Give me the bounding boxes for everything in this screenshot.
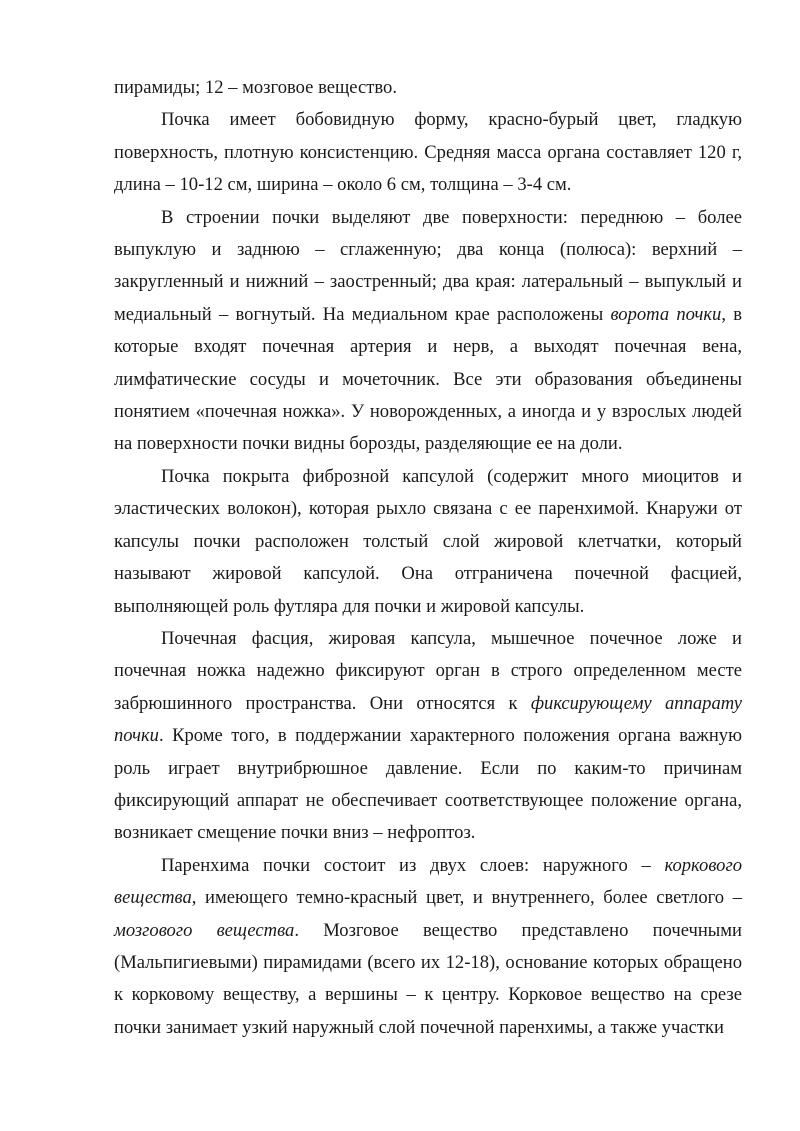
text-segment: . Мозговое вещество представлено почечными (Мальпигиевыми) пирамидами (всего их 12-18), основание которых обращено к корковому веществу, а вершины – к центру. Корковое вещество на срезе почки занимает узкий наружный слой почечной паренхимы, а также участки xyxy=(114,919,742,1038)
italic-term: коркового вещества xyxy=(114,854,742,909)
italic-term: ворота почки xyxy=(610,303,722,325)
document-page xyxy=(114,72,742,1044)
paragraph-kidney-capsule xyxy=(114,461,742,623)
paragraph-fixing-apparatus xyxy=(114,623,742,850)
text-segment: , в которые входят почечная артерия и нерв, а выходят почечная вена, лимфатические сосуды и мочеточник. Все эти образования объединены понятием «почечная ножка». У новорожденных, а иногда и у взрослых людей на поверхности почки видны борозды, разделяющие ее на доли. xyxy=(114,303,743,455)
text-segment: Паренхима почки состоит из двух слоев: наружного – xyxy=(161,854,665,876)
text-segment: Почечная фасция, жировая капсула, мышечное почечное ложе и почечная ножка надежно фиксируют орган в строго определенном месте забрюшинного пространства. Они относятся к xyxy=(114,627,742,714)
italic-term: фиксирующему аппарату почки xyxy=(114,692,742,747)
text-segment: . Кроме того, в поддержании характерного положения органа важную роль играет внутрибрюшное давление. Если по каким-то причинам фиксирующий аппарат не обеспечивает соответствующее положение органа, возникает смещение почки вниз – нефроптоз. xyxy=(114,725,742,844)
paragraph-kidney-shape xyxy=(114,104,742,201)
text-segment: В строении почки выделяют две поверхности: переднюю – более выпуклую и заднюю – сглаженную; два конца (полюса): верхний – закругленный и нижний – заостренный; два края: латеральный – выпуклый и медиальный – вогнутый. На медиальном крае расположены xyxy=(114,206,742,325)
italic-term: мозгового вещества xyxy=(114,919,295,941)
paragraph-continuation xyxy=(114,72,742,104)
text-segment: Почка покрыта фиброзной капсулой (содержит много миоцитов и эластических волокон), которая рыхло связана с ее паренхимой. Кнаружи от капсулы почки расположен толстый слой жировой клетчатки, который называют жировой капсулой. Она отграничена почечной фасцией, выполняющей роль футляра для почки и жировой капсулы. xyxy=(114,465,742,617)
paragraph-parenchyma xyxy=(114,850,742,1044)
text-segment: Почка имеет бобовидную форму, красно-бурый цвет, гладкую поверхность, плотную консистенцию. Средняя масса органа составляет 120 г, длина – 10-12 см, ширина – около 6 см, толщина – 3-4 см. xyxy=(114,109,742,196)
text-segment: пирамиды; 12 – мозговое вещество. xyxy=(114,77,398,98)
paragraph-kidney-structure xyxy=(114,202,742,461)
text-segment: , имеющего темно-красный цвет, и внутреннего, более светлого – xyxy=(191,887,742,909)
